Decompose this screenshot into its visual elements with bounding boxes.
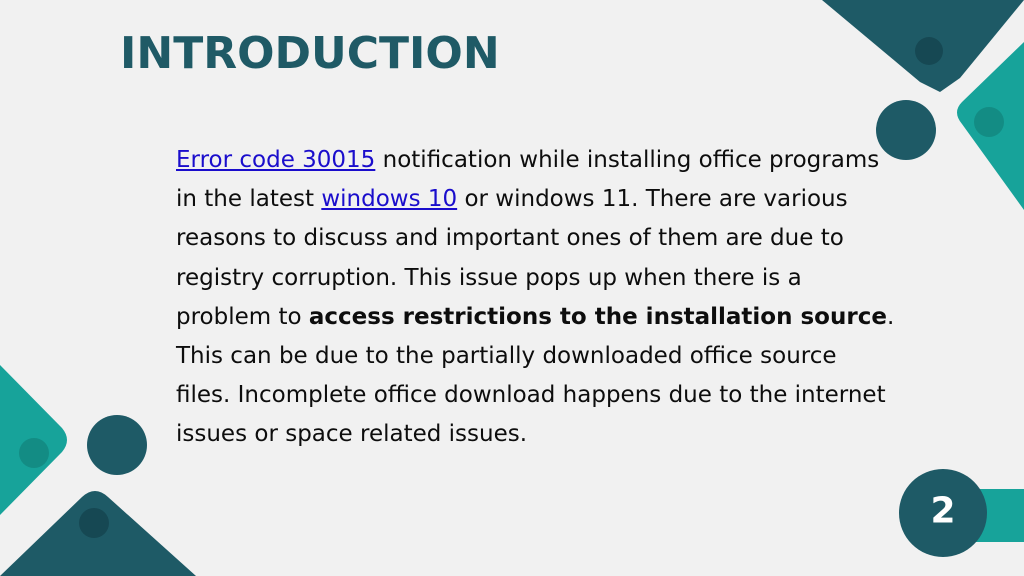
error-code-link[interactable]: Error code 30015 xyxy=(176,147,376,173)
windows-10-link[interactable]: windows 10 xyxy=(321,186,458,213)
paragraph-text-3: . This can be due to the partially downloaded office source files. Incomplete office download happens due to the internet issues or space related issues. xyxy=(176,303,895,448)
paragraph-text-1: notification while installing office programs in the latest xyxy=(176,147,880,213)
slide-title: INTRODUCTION xyxy=(120,28,500,79)
left-teal-dot xyxy=(19,438,49,468)
page-number: 2 xyxy=(930,490,956,532)
paragraph-bold-text: access restrictions to the installation source xyxy=(308,303,887,330)
paragraph-text-2: or windows 11. There are various reasons to discuss and important ones of them are due to registry corruption. This issue pops up when there is a problem to xyxy=(176,186,848,330)
bottom-left-small-dot xyxy=(79,508,109,538)
top-right-teal-dot xyxy=(974,107,1004,137)
top-right-small-dot xyxy=(915,37,943,65)
body-paragraph xyxy=(176,141,896,455)
left-dark-circle xyxy=(87,415,147,475)
